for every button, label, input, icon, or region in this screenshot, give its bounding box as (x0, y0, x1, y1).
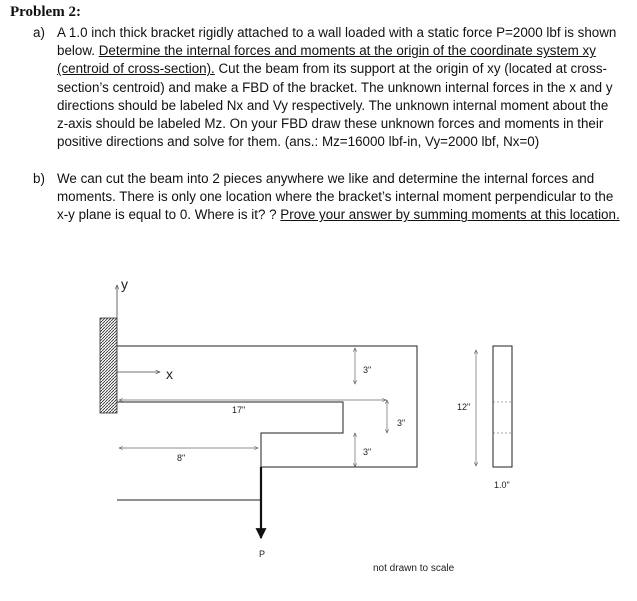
force-p-label: P (259, 549, 266, 559)
side-view (493, 346, 512, 467)
bracket-inner-edge (117, 402, 343, 467)
part-b-underlined: Prove your answer by summing moments at this location. (280, 207, 620, 223)
y-axis-label: y (121, 276, 128, 292)
dim-3-right-label: 3" (397, 418, 406, 428)
part-a-text: A 1.0 inch thick bracket rigidly attached to a wall loaded with a static force P=2000 lbf is shown below. Determine the internal forces and moments at the origin of the coordinate system xy (centroid of cross-section). Cut the beam from its support at the origin of xy (located at cross-section’s centroid) and make a FBD of the bracket. The unknown internal forces in the x and y directions should be labeled Nx and Vy respectively. The unknown internal moment about the z-axis should be labeled Mz. On your FBD draw these unknown forces and moments in their positive directions and solve for them. (ans.: Mz=16000 lbf-in, Vy=2000 lbf, Nx=0) (57, 25, 617, 150)
wall-hatch (100, 318, 117, 413)
part-b-text: We can cut the beam into 2 pieces anywhere we like and determine the internal forces and moments. There is only one location where the bracket’s internal moment perpendicular to the x-y plane is equal to 0. Where is it? ? Prove your answer by summing moments at this location. (57, 171, 620, 223)
dim-12-label: 12" (457, 402, 471, 412)
dim-3-lower-label: 3" (363, 447, 372, 457)
problem-title: Problem 2: (10, 4, 81, 20)
bracket-outline (117, 346, 417, 500)
scale-note: not drawn to scale (373, 563, 455, 574)
x-axis-label: x (166, 366, 173, 382)
part-a-label: a) (33, 25, 45, 40)
dim-3-top-label: 3" (363, 365, 372, 375)
part-a-underlined: Determine the internal forces and moments at the origin of the coordinate system xy (centroid of cross-section). (57, 43, 596, 77)
part-b-label: b) (33, 171, 45, 186)
dim-8-label: 8" (177, 453, 186, 463)
dim-thickness-label: 1.0" (494, 480, 510, 490)
dim-17-label: 17" (232, 405, 246, 415)
